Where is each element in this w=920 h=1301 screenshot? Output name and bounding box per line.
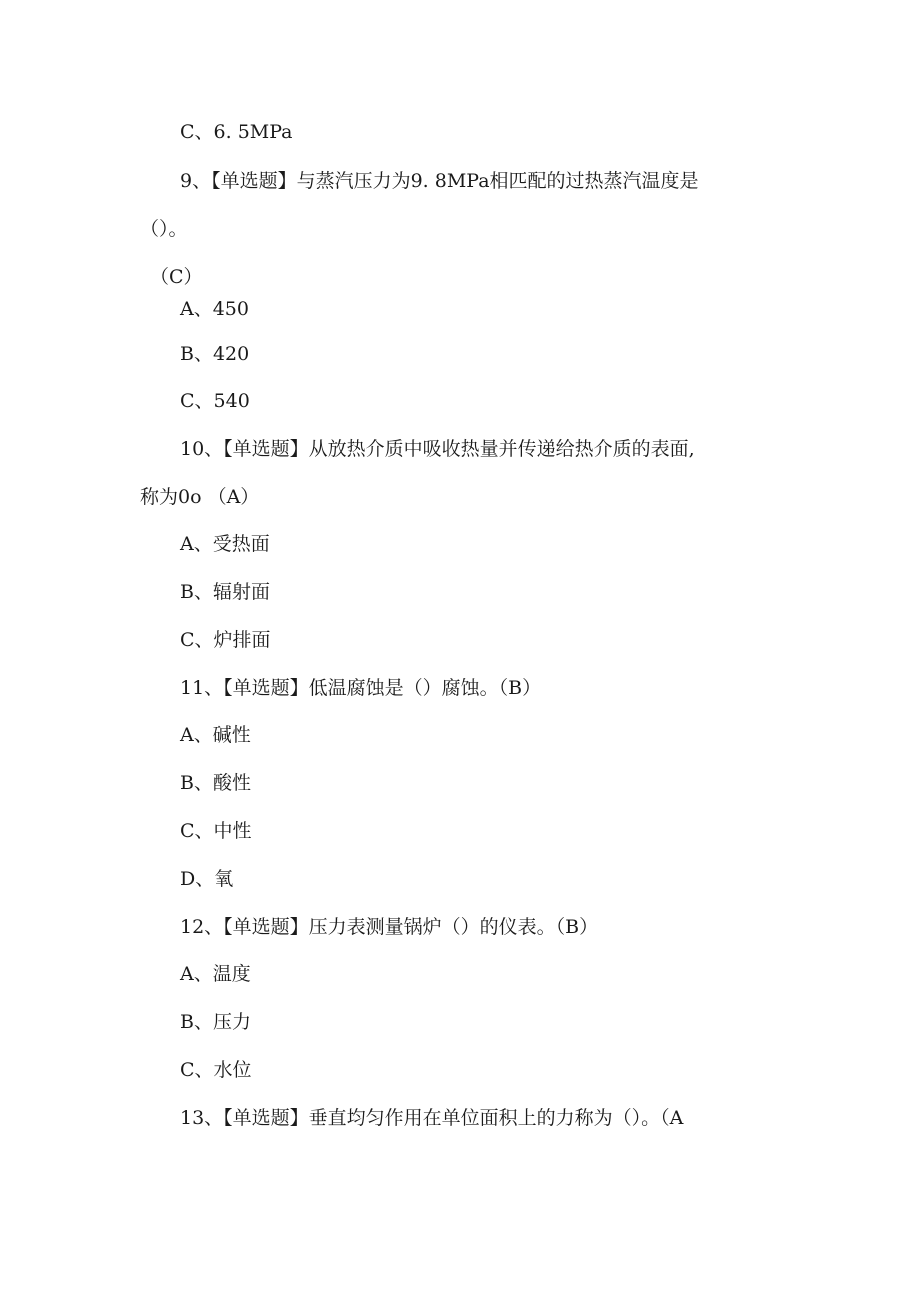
- option-a-q10: A、受热面: [180, 533, 270, 555]
- question-13: 13、【单选题】垂直均匀作用在单位面积上的力称为（）。（A: [180, 1107, 684, 1129]
- option-c-q10: C、炉排面: [180, 629, 271, 651]
- question-12: 12、【单选题】压力表测量锅炉（）的仪表。（B）: [180, 916, 599, 938]
- option-a-q11: A、碱性: [180, 724, 251, 746]
- option-a-q12: A、温度: [180, 963, 251, 985]
- question-10-continued: 称为0o （A）: [140, 486, 260, 508]
- question-9-continued: （）。: [140, 218, 188, 240]
- option-c-q12: C、水位: [180, 1059, 252, 1081]
- option-b-q11: B、酸性: [180, 772, 251, 794]
- option-a-q9: A、450: [180, 298, 249, 320]
- option-b-q10: B、辐射面: [180, 581, 270, 603]
- option-b-q9: B、420: [180, 343, 250, 365]
- question-10: 10、【单选题】从放热介质中吸收热量并传递给热介质的表面,: [180, 438, 695, 460]
- question-11: 11、【单选题】低温腐蚀是（）腐蚀。（B）: [180, 677, 542, 699]
- answer-q9: （C）: [150, 266, 203, 288]
- option-d-q11: D、氧: [180, 868, 234, 890]
- question-9: 9、【单选题】与蒸汽压力为9. 8MPa相匹配的过热蒸汽温度是: [180, 170, 699, 192]
- option-c-q11: C、中性: [180, 820, 252, 842]
- option-b-q12: B、压力: [180, 1011, 251, 1033]
- option-c-q8: C、6. 5MPa: [180, 121, 293, 143]
- option-c-q9: C、540: [180, 390, 250, 412]
